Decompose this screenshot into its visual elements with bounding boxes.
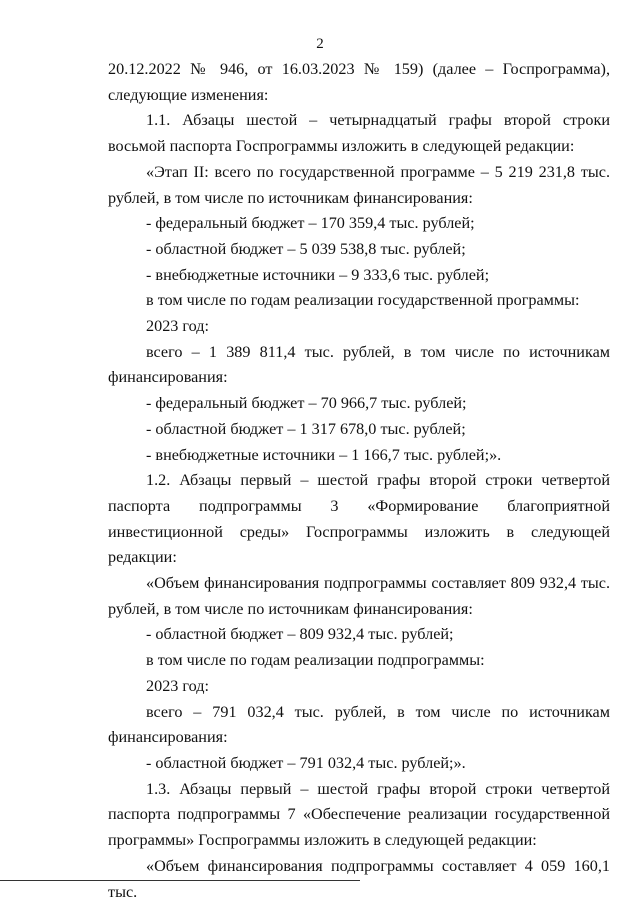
paragraph: 2023 год: [146,317,210,336]
paragraph: 2023 год: [146,676,210,695]
paragraph: - областной бюджет – 809 932,4 тыс. рублей; [146,625,454,644]
footer-rule [0,880,360,881]
paragraph: - федеральный бюджет – 170 359,4 тыс. рублей; [146,214,475,233]
paragraph: - внебюджетные источники – 1 166,7 тыс. рублей;». [146,445,502,464]
page-number: 2 [316,36,324,52]
paragraph: 1.2. Абзацы первый – шестой графы второй строки четвертой паспорта подпрограммы 3 «Формирование благоприятной инвестиционной среды» Госпрограммы изложить в следующей редакции: [108,471,610,567]
paragraph: в том числе по годам реализации подпрограммы: [146,651,485,670]
paragraph: «Этап II: всего по государственной программе – 5 219 231,8 тыс. рублей, в том числе по источникам финансирования: [108,162,610,207]
paragraph: 20.12.2022 № 946, от 16.03.2023 № 159) (далее – Госпрограмма), следующие изменения: [108,60,610,104]
paragraph: 1.1. Абзацы шестой – четырнадцатый графы второй строки восьмой паспорта Госпрограммы изложить в следующей редакции: [108,111,610,156]
paragraph: - областной бюджет – 1 317 678,0 тыс. рублей; [146,419,466,438]
document-body [108,57,610,905]
paragraph: - внебюджетные источники – 9 333,6 тыс. рублей; [146,265,490,284]
paragraph: всего – 1 389 811,4 тыс. рублей, в том числе по источникам финансирования: [108,342,610,387]
paragraph: «Объем финансирования подпрограммы составляет 809 932,4 тыс. рублей, в том числе по источникам финансирования: [108,574,610,618]
paragraph: - федеральный бюджет – 70 966,7 тыс. рублей; [146,394,467,413]
paragraph: - областной бюджет – 5 039 538,8 тыс. рублей; [146,239,466,258]
paragraph: всего – 791 032,4 тыс. рублей, в том числе по источникам финансирования: [108,702,610,747]
paragraph: 1.3. Абзацы первый – шестой графы второй строки четвертой паспорта подпрограммы 7 «Обеспечение реализации государственной программы» Госпрограммы изложить в следующей редакции: [108,779,610,850]
paragraph: - областной бюджет – 791 032,4 тыс. рублей;». [146,753,466,772]
paragraph: «Объем финансирования подпрограммы составляет 4 059 160,1 тыс. [108,856,610,901]
paragraph: в том числе по годам реализации государственной программы: [146,291,580,310]
